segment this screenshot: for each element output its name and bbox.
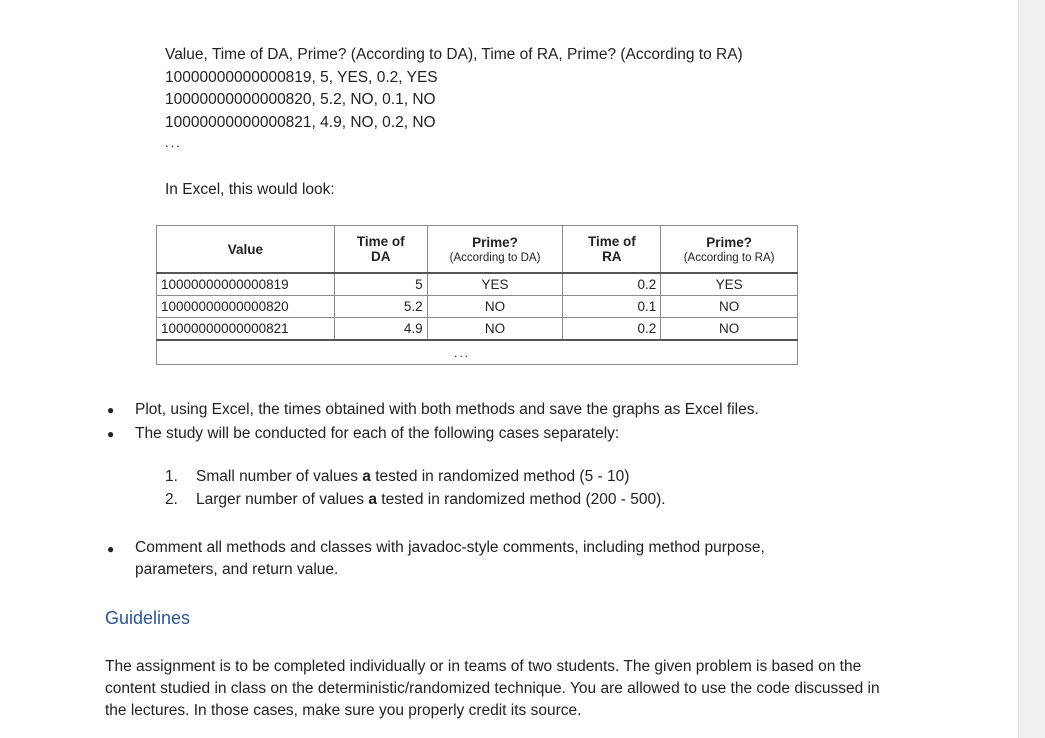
cell-value: 10000000000000821	[157, 318, 335, 341]
cell-time-da: 5	[334, 273, 427, 296]
cell-prime-da: NO	[427, 296, 563, 318]
cell-time-da: 4.9	[334, 318, 427, 341]
cell-prime-ra: YES	[661, 273, 798, 296]
cell-time-ra: 0.2	[563, 318, 661, 341]
list-text: Small number of values a tested in randomized method (5 - 10)	[196, 468, 630, 485]
header-value: Value	[157, 226, 335, 274]
bullet-list	[107, 398, 759, 446]
list-item	[107, 398, 759, 422]
header-prime-ra: Prime? (According to RA)	[661, 226, 798, 274]
header-time-ra: Time of RA	[563, 226, 661, 274]
table-row	[157, 273, 798, 296]
bullet-icon: ●	[107, 542, 115, 556]
csv-data-line: 10000000000000820, 5.2, NO, 0.1, NO	[165, 91, 436, 108]
list-item	[107, 537, 847, 581]
cell-prime-da: NO	[427, 318, 563, 341]
csv-data-line: 10000000000000819, 5, YES, 0.2, YES	[165, 68, 438, 86]
csv-sample-block	[165, 44, 743, 155]
cell-prime-ra: NO	[661, 296, 798, 318]
bullet-text: The study will be conducted for each of the following cases separately:	[135, 425, 620, 442]
table-ellipsis: ...	[454, 346, 471, 360]
list-number: 2.	[165, 491, 178, 508]
csv-ellipsis: ...	[165, 135, 182, 150]
bullet-icon: ●	[107, 427, 115, 441]
bullet-text: Comment all methods and classes with javadoc-style comments, including method purpose, parameters, and return value.	[135, 539, 765, 578]
bullet-text: Plot, using Excel, the times obtained with both methods and save the graphs as Excel files.	[135, 401, 759, 418]
header-prime-da: Prime? (According to DA)	[427, 226, 563, 274]
cell-time-ra: 0.1	[563, 296, 661, 318]
cell-value: 10000000000000819	[157, 273, 335, 296]
table-row	[157, 318, 798, 341]
excel-sample-table	[156, 225, 798, 365]
csv-data-line: 10000000000000821, 4.9, NO, 0.2, NO	[165, 113, 436, 131]
guidelines-heading: Guidelines	[105, 608, 191, 628]
numbered-list	[165, 465, 666, 511]
cell-prime-da: YES	[427, 273, 563, 296]
vertical-scrollbar[interactable]	[1018, 0, 1045, 738]
list-text: Larger number of values a tested in randomized method (200 - 500).	[196, 491, 666, 508]
cell-prime-ra: NO	[661, 318, 798, 341]
list-item	[165, 465, 666, 488]
csv-header-line: Value, Time of DA, Prime? (According to DA), Time of RA, Prime? (According to RA)	[165, 46, 743, 63]
table-header-row	[157, 226, 798, 274]
excel-intro-text: In Excel, this would look:	[165, 181, 335, 198]
bullet-icon: ●	[107, 403, 115, 417]
table-row	[157, 296, 798, 318]
list-number: 1.	[165, 468, 178, 485]
cell-time-da: 5.2	[334, 296, 427, 318]
header-time-da: Time of DA	[334, 226, 427, 274]
table-ellipsis-row	[157, 340, 798, 365]
list-item	[165, 488, 666, 511]
list-item	[107, 422, 759, 446]
bullet-list	[107, 537, 847, 581]
cell-value: 10000000000000820	[157, 296, 335, 318]
guidelines-paragraph: The assignment is to be completed individually or in teams of two students. The given problem is based on the content studied in class on the deterministic/randomized technique. You are allowed to use the code discussed in the lectures. In those cases, make sure you properly credit its source.	[105, 658, 880, 719]
cell-time-ra: 0.2	[563, 273, 661, 296]
